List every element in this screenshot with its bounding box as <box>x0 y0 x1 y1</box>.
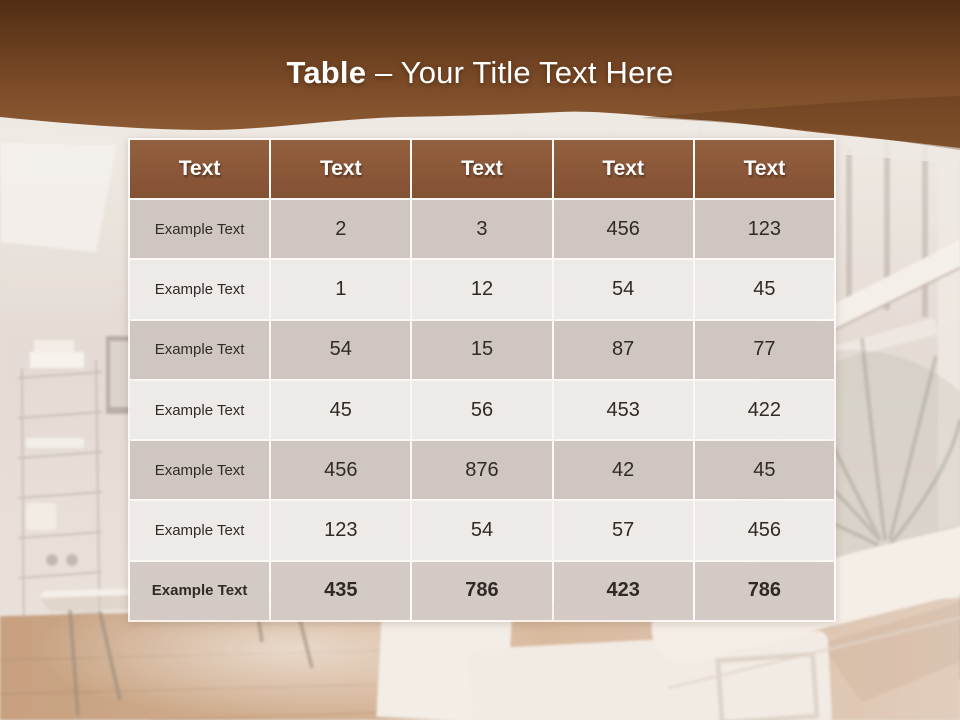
title-rest: – Your Title Text Here <box>366 55 674 90</box>
column-header: Text <box>271 140 410 198</box>
table-row <box>130 381 834 439</box>
row-label: Example Text <box>130 562 269 620</box>
table-header <box>130 140 834 198</box>
value-cell: 45 <box>695 441 834 499</box>
row-label: Example Text <box>130 200 269 258</box>
row-label: Example Text <box>130 260 269 318</box>
value-cell: 456 <box>271 441 410 499</box>
value-cell: 123 <box>271 501 410 559</box>
value-cell: 876 <box>412 441 551 499</box>
slide-title <box>0 55 960 91</box>
column-header: Text <box>554 140 693 198</box>
table-row-total <box>130 562 834 620</box>
value-cell: 3 <box>412 200 551 258</box>
value-cell: 87 <box>554 321 693 379</box>
table-row <box>130 200 834 258</box>
value-cell: 786 <box>412 562 551 620</box>
value-cell: 786 <box>695 562 834 620</box>
row-label: Example Text <box>130 441 269 499</box>
value-cell: 12 <box>412 260 551 318</box>
row-label: Example Text <box>130 321 269 379</box>
table-row <box>130 321 834 379</box>
value-cell: 123 <box>695 200 834 258</box>
value-cell: 435 <box>271 562 410 620</box>
value-cell: 45 <box>271 381 410 439</box>
value-cell: 56 <box>412 381 551 439</box>
row-label: Example Text <box>130 381 269 439</box>
value-cell: 2 <box>271 200 410 258</box>
value-cell: 77 <box>695 321 834 379</box>
value-cell: 423 <box>554 562 693 620</box>
column-header: Text <box>130 140 269 198</box>
value-cell: 15 <box>412 321 551 379</box>
value-cell: 54 <box>271 321 410 379</box>
row-label: Example Text <box>130 501 269 559</box>
value-cell: 453 <box>554 381 693 439</box>
value-cell: 57 <box>554 501 693 559</box>
title-emphasis: Table <box>286 55 367 90</box>
value-cell: 422 <box>695 381 834 439</box>
table-row <box>130 441 834 499</box>
slide-table <box>128 138 836 622</box>
value-cell: 42 <box>554 441 693 499</box>
column-header: Text <box>695 140 834 198</box>
value-cell: 456 <box>695 501 834 559</box>
column-header: Text <box>412 140 551 198</box>
value-cell: 456 <box>554 200 693 258</box>
value-cell: 45 <box>695 260 834 318</box>
value-cell: 1 <box>271 260 410 318</box>
value-cell: 54 <box>412 501 551 559</box>
table-row <box>130 260 834 318</box>
value-cell: 54 <box>554 260 693 318</box>
table-row <box>130 501 834 559</box>
